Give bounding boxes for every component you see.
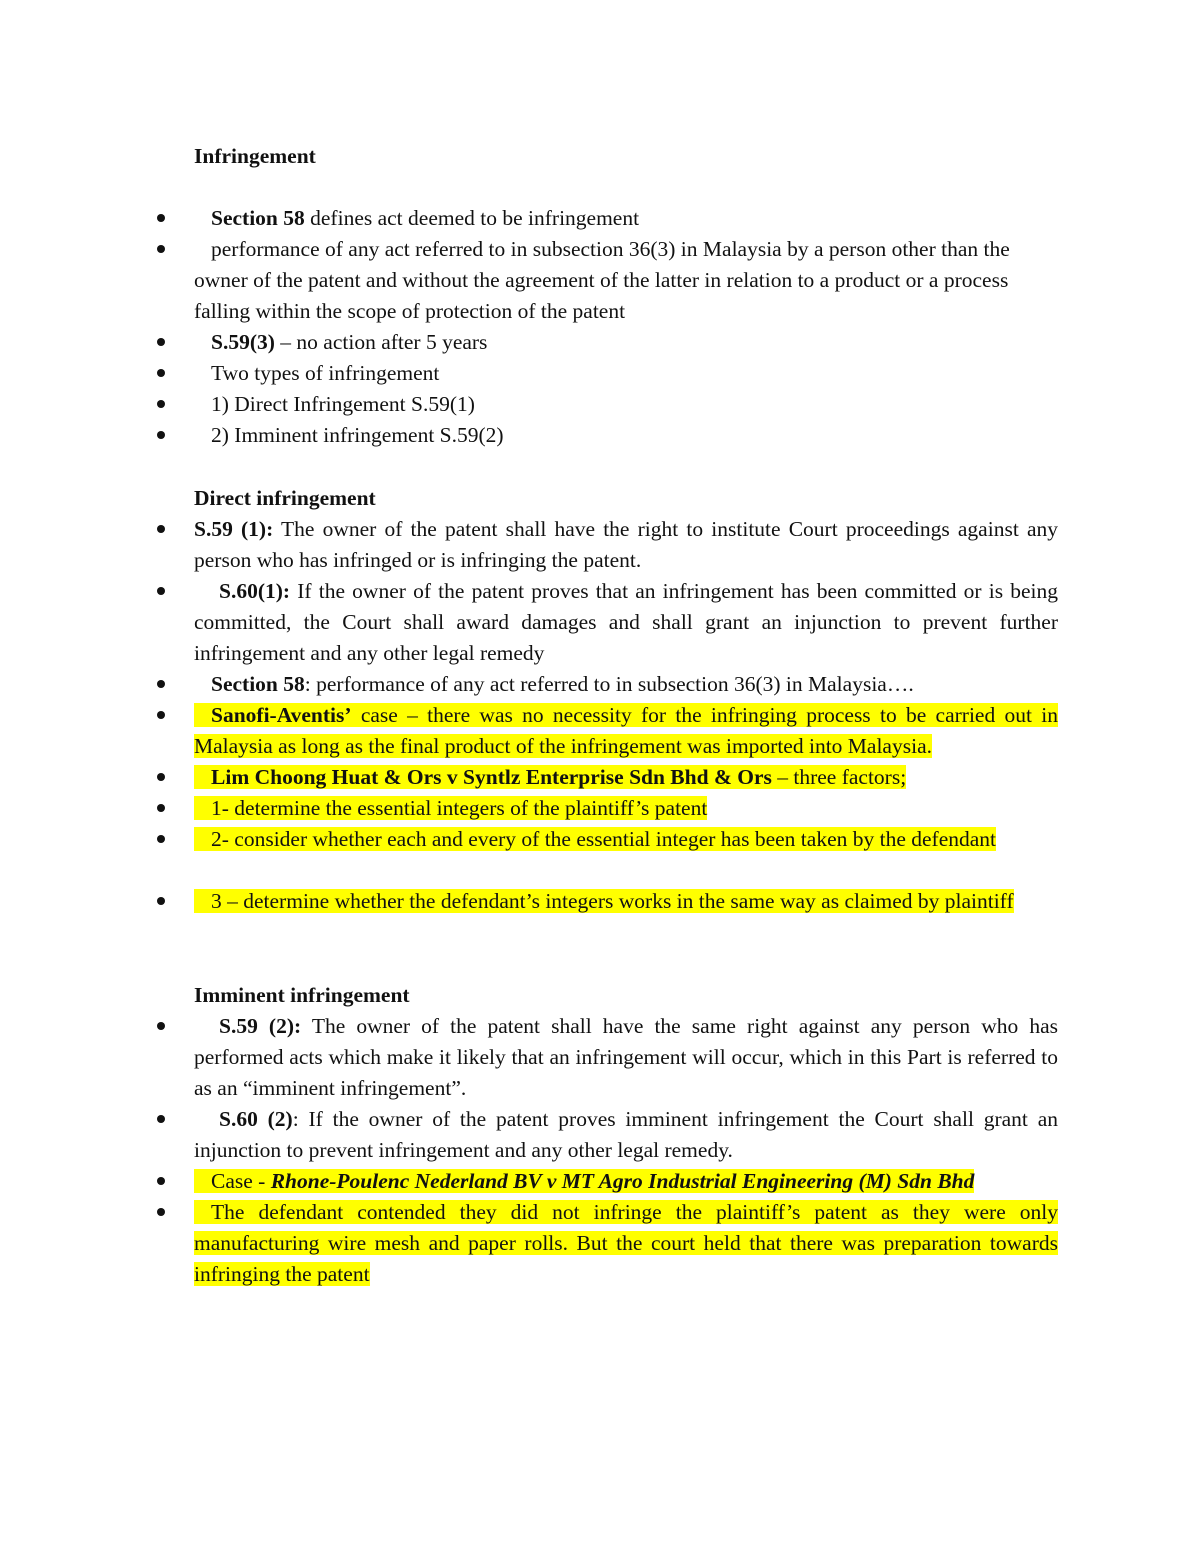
list-item: Section 58 defines act deemed to be infringement <box>194 203 1058 234</box>
bullet-icon <box>157 804 165 812</box>
bullet-icon <box>157 680 165 688</box>
bullet-icon <box>157 773 165 781</box>
bullet-icon <box>157 525 165 533</box>
bullet-icon <box>157 711 165 719</box>
list-item: 1- determine the essential integers of the plaintiff’s patent <box>194 793 1058 824</box>
bullet-icon <box>157 1022 165 1030</box>
bullet-icon <box>157 214 165 222</box>
bullet-icon <box>157 1115 165 1123</box>
list-item: Lim Choong Huat & Ors v Syntlz Enterprise Sdn Bhd & Ors – three factors; <box>194 762 1058 793</box>
bullet-icon <box>157 400 165 408</box>
bullet-icon <box>157 897 165 905</box>
section-heading-infringement: Infringement <box>194 144 316 168</box>
list-item: Case - Rhone-Poulenc Nederland BV v MT Agro Industrial Engineering (M) Sdn Bhd <box>194 1166 1058 1197</box>
list-item: 2- consider whether each and every of the essential integer has been taken by the defendant <box>194 824 1058 855</box>
list-item: Section 58: performance of any act referred to in subsection 36(3) in Malaysia…. <box>194 669 1058 700</box>
list-item: S.60(1): If the owner of the patent proves that an infringement has been committed or is being committed, the Court shall award damages and shall grant an injunction to prevent further infringement and any other legal remedy <box>194 576 1058 669</box>
list-item: performance of any act referred to in subsection 36(3) in Malaysia by a person other than the owner of the patent and without the agreement of the latter in relation to a product or a process falling within the scope of protection of the patent <box>194 234 1058 327</box>
list-item: Sanofi-Aventis’ case – there was no necessity for the infringing process to be carried out in Malaysia as long as the final product of the infringement was imported into Malaysia. <box>194 700 1058 762</box>
bullet-icon <box>157 1177 165 1185</box>
list-item: S.60 (2): If the owner of the patent proves imminent infringement the Court shall grant an injunction to prevent infringement and any other legal remedy. <box>194 1104 1058 1166</box>
bullet-icon <box>157 245 165 253</box>
list-item: S.59 (1): The owner of the patent shall have the right to institute Court proceedings against any person who has infringed or is infringing the patent. <box>194 514 1058 576</box>
list-item: 2) Imminent infringement S.59(2) <box>194 420 1058 451</box>
case-citation: Rhone-Poulenc Nederland BV v MT Agro Industrial Engineering (M) Sdn Bhd <box>270 1169 975 1193</box>
bullet-icon <box>157 835 165 843</box>
bullet-icon <box>157 1208 165 1216</box>
list-item: 1) Direct Infringement S.59(1) <box>194 389 1058 420</box>
bullet-icon <box>157 369 165 377</box>
list-item: 3 – determine whether the defendant’s integers works in the same way as claimed by plaintiff <box>194 886 1058 917</box>
list-item: The defendant contended they did not infringe the plaintiff’s patent as they were only manufacturing wire mesh and paper rolls. But the court held that there was preparation towards infringing the patent <box>194 1197 1058 1290</box>
section-heading-direct-infringement: Direct infringement <box>194 486 376 510</box>
bullet-icon <box>157 338 165 346</box>
bullet-icon <box>157 431 165 439</box>
list-item: S.59 (2): The owner of the patent shall have the same right against any person who has performed acts which make it likely that an infringement will occur, which in this Part is referred to as an “imminent infringement”. <box>194 1011 1058 1104</box>
list-item: Two types of infringement <box>194 358 1058 389</box>
list-item: S.59(3) – no action after 5 years <box>194 327 1058 358</box>
bullet-icon <box>157 587 165 595</box>
section-heading-imminent-infringement: Imminent infringement <box>194 983 410 1007</box>
